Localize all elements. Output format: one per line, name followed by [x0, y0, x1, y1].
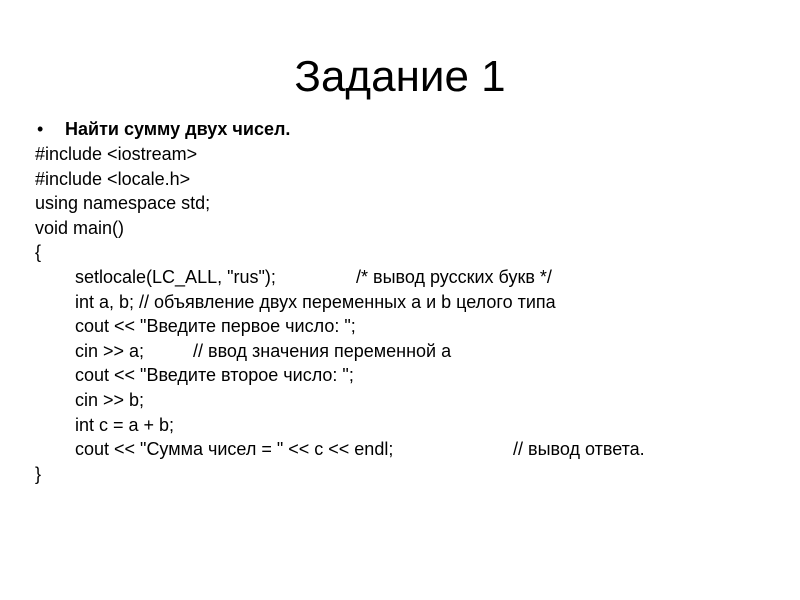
code-line: #include <iostream> — [35, 144, 198, 164]
slide-title: Задание 1 — [294, 52, 506, 101]
task-text: Найти сумму двух чисел. — [65, 119, 291, 139]
code-line: using namespace std; — [35, 193, 211, 214]
slide-content — [35, 116, 775, 486]
task-bullet-item — [35, 116, 775, 142]
code-line — [35, 339, 775, 364]
code-line — [35, 413, 775, 438]
bullet-icon: • — [37, 119, 44, 139]
code-statement: cout << "Введите первое число: "; — [75, 316, 356, 337]
code-line — [35, 265, 775, 290]
code-line: { — [35, 242, 42, 263]
code-comment: /* вывод русских букв */ — [356, 266, 552, 287]
code-block — [35, 142, 775, 486]
code-line: #include <locale.h> — [35, 168, 191, 189]
code-statement: cout << "Сумма чисел = " << c << endl; — [75, 439, 394, 460]
code-line — [35, 388, 775, 413]
code-line — [35, 314, 775, 339]
code-statement: cin >> b; — [75, 389, 145, 410]
code-line — [35, 290, 775, 315]
code-statement: setlocale(LC_ALL, "rus"); — [75, 266, 276, 287]
code-statement: cout << "Введите второе число: "; — [75, 365, 354, 386]
code-comment: // вывод ответа. — [513, 439, 645, 460]
code-line: } — [35, 463, 42, 484]
code-statement: cin >> a; — [75, 340, 145, 361]
code-statement: int a, b; // объявление двух переменных a и b целого типа — [75, 291, 556, 312]
code-comment: // ввод значения переменной a — [193, 340, 452, 361]
code-statement: int c = a + b; — [75, 414, 175, 435]
code-line — [35, 437, 775, 462]
code-line — [35, 363, 775, 388]
code-line: void main() — [35, 217, 125, 238]
